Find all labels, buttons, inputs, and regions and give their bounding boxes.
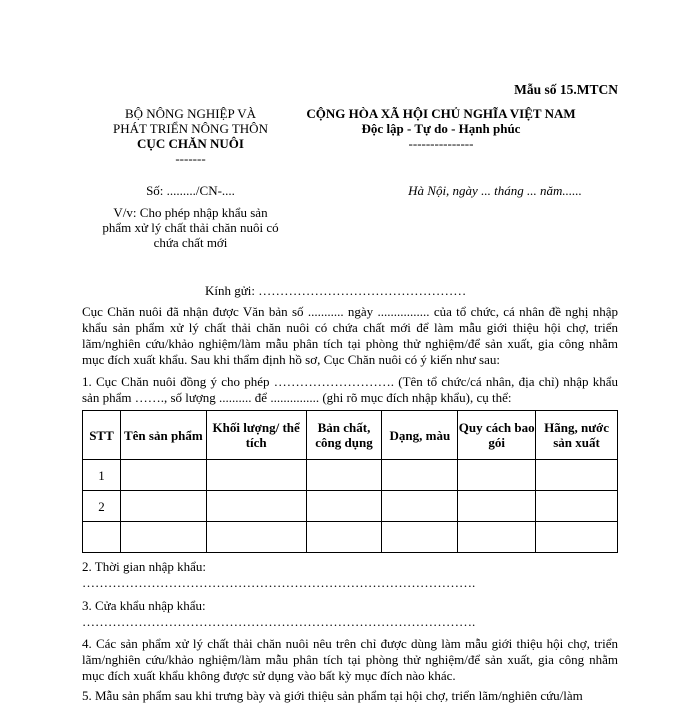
item-3-paragraph: 3. Cửa khẩu nhập khẩu: ……………………………………………………………………………….	[82, 598, 476, 629]
nation-header	[285, 106, 597, 151]
recipient: Kính gửi: …………………………………………	[205, 283, 467, 298]
table-cell	[306, 522, 382, 553]
header-manufacturer: Hãng, nước sản xuất	[536, 411, 618, 460]
table-cell	[306, 491, 382, 522]
header-nature-use: Bản chất, công dụng	[306, 411, 382, 460]
document-number: Số: ........./CN-....	[146, 183, 235, 198]
table-header-row	[83, 411, 618, 460]
item-1-paragraph: 1. Cục Chăn nuôi đồng ý cho phép ………………………. (Tên tổ chức/cá nhân, địa chỉ) nhập khẩu sản phẩm ……., số lượng .......... để ............... (ghi rõ mục đích nhập khẩu), cụ thể:	[82, 374, 618, 405]
item-4-paragraph: 4. Các sản phẩm xử lý chất thải chăn nuôi nêu trên chỉ được dùng làm mẫu giới thiệu hội chợ, triển lãm/nghiên cứu/khảo nghiệm/làm mẫu phân tích tại phòng thử nghiệm/để sản xuất, gia công nhằm mục đích xuất khẩu không được sử dụng vào bất kỳ mục đích nào khác.	[82, 636, 618, 683]
table-cell	[536, 460, 618, 491]
header-packaging: Quy cách bao gói	[458, 411, 536, 460]
agency-divider: -------	[175, 151, 206, 166]
form-code: Mẫu số 15.MTCN	[514, 82, 618, 97]
table-row	[83, 491, 618, 522]
table-cell	[206, 460, 306, 491]
item-5-paragraph: 5. Mẫu sản phẩm sau khi trưng bày và giới thiệu sản phẩm tại hội chợ, triển lãm/nghiên cứu/làm	[82, 688, 583, 703]
nation-title: CỘNG HÒA XÃ HỘI CHỦ NGHĨA VIỆT NAM	[306, 106, 576, 121]
subject-line1: V/v: Cho phép nhập khẩu sản	[113, 205, 268, 220]
table-row	[83, 522, 618, 553]
header-volume: Khối lượng/ thể tích	[206, 411, 306, 460]
table-cell	[83, 522, 121, 553]
table-cell: 2	[83, 491, 121, 522]
nation-motto: Độc lập - Tự do - Hạnh phúc	[361, 121, 521, 136]
table-cell	[120, 522, 206, 553]
table-cell	[458, 491, 536, 522]
table-cell	[306, 460, 382, 491]
table-cell	[458, 522, 536, 553]
subject-line3: chứa chất mới	[153, 235, 228, 250]
table-cell	[206, 491, 306, 522]
header-form-color: Dạng, màu	[382, 411, 458, 460]
item-2-paragraph: 2. Thời gian nhập khẩu: ……………………………………………………………………………….	[82, 559, 476, 590]
product-table	[82, 410, 618, 553]
table-cell	[382, 460, 458, 491]
table-cell	[458, 460, 536, 491]
subject	[88, 205, 293, 250]
agency-header	[88, 106, 293, 166]
place-date: Hà Nội, ngày ... tháng ... năm......	[408, 183, 582, 198]
nation-divider: ---------------	[408, 136, 474, 151]
header-stt: STT	[83, 411, 121, 460]
table-cell	[120, 460, 206, 491]
table-cell	[536, 522, 618, 553]
table-cell	[382, 491, 458, 522]
subject-line2: phẩm xử lý chất thải chăn nuôi có	[102, 220, 279, 235]
intro-paragraph: Cục Chăn nuôi đã nhận được Văn bản số ........... ngày ................ của tổ chức, cá nhân đề nghị nhập khẩu sản phẩm xử lý chất thải chăn nuôi có chứa chất mới để làm mẫu giới thiệu hội chợ, triển lãm/nghiên cứu/khảo nghiệm/làm mẫu phân tích tại phòng thử nghiệm/để sản xuất, gia công nhằm mục đích xuất khẩu. Sau khi thẩm định hồ sơ, Cục Chăn nuôi có ý kiến như sau:	[82, 304, 618, 367]
agency-ministry-line2: PHÁT TRIỂN NÔNG THÔN	[113, 121, 268, 136]
table-row	[83, 460, 618, 491]
header-product-name: Tên sản phẩm	[120, 411, 206, 460]
table-cell: 1	[83, 460, 121, 491]
agency-department: CỤC CHĂN NUÔI	[137, 136, 244, 151]
table-cell	[536, 491, 618, 522]
table-cell	[206, 522, 306, 553]
table-cell	[382, 522, 458, 553]
agency-ministry-line1: BỘ NÔNG NGHIỆP VÀ	[124, 106, 257, 121]
table-cell	[120, 491, 206, 522]
